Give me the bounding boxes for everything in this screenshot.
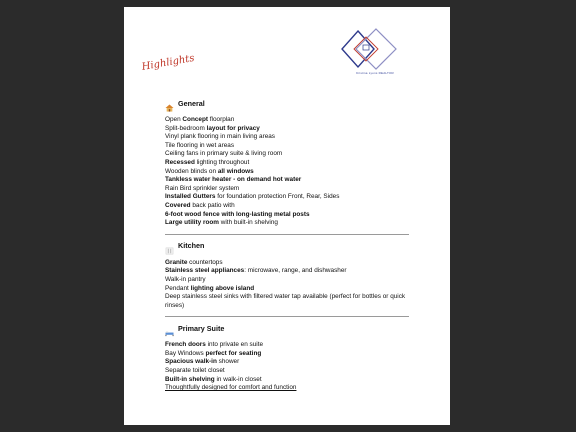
list-item: Stainless steel appliances: microwave, range, and dishwasher (165, 267, 347, 275)
highlights-script-label: Highlights (141, 52, 196, 73)
list-item: French doors into private en suite (165, 341, 264, 349)
list-item: Walk-in pantry (165, 275, 206, 283)
section-header (165, 97, 427, 109)
list-item: Separate toilet closet (165, 367, 225, 375)
house-icon (165, 99, 174, 107)
list-item: Ceiling fans in primary suite & living room (165, 150, 283, 158)
section-list (165, 341, 427, 393)
list-item: Spacious walk-in shower (165, 358, 240, 366)
list-item: Covered back patio with (165, 201, 235, 209)
list-item: Recessed lighting throughout (165, 158, 250, 166)
list-item: Deep stainless steel sinks with filtered water tap available (perfect for bottles or quick rinses) (165, 293, 406, 309)
section-header (165, 322, 427, 334)
section-list (165, 259, 427, 311)
highlights-content (165, 97, 427, 393)
list-item: Thoughtfully designed for comfort and function (165, 384, 297, 392)
list-item: Pendant lighting above island (165, 284, 255, 292)
section-divider (165, 316, 409, 317)
list-item: Granite countertops (165, 258, 223, 266)
section-header (165, 240, 427, 252)
section-divider (165, 234, 409, 235)
list-item: 6-foot wood fence with long-lasting metal posts (165, 210, 310, 218)
document-page (124, 7, 450, 425)
list-item: Large utility room with built-in shelving (165, 219, 278, 227)
section-title: Kitchen (178, 241, 205, 251)
list-item: Vinyl plank flooring in main living areas (165, 133, 276, 141)
list-item: Tankless water heater - on demand hot water (165, 176, 302, 184)
list-item: Rain Bird sprinkler system (165, 184, 240, 192)
section-title: Primary Suite (178, 323, 225, 333)
bed-icon (165, 324, 174, 332)
section-list (165, 116, 427, 228)
logo-caption: Kristina Lyons REALTOR (356, 71, 394, 75)
list-item: Wooden blinds on all windows (165, 167, 254, 175)
list-item: Open Concept floorplan (165, 116, 235, 123)
list-item: Installed Gutters for foundation protection Front, Rear, Sides (165, 193, 340, 201)
utensils-icon (165, 242, 174, 250)
list-item: Tile flooring in wet areas (165, 141, 235, 149)
list-item: Split-bedroom layout for privacy (165, 124, 260, 132)
section-title: General (178, 98, 205, 108)
list-item: Bay Windows perfect for seating (165, 349, 262, 357)
list-item: Built-in shelving in walk-in closet (165, 375, 262, 383)
